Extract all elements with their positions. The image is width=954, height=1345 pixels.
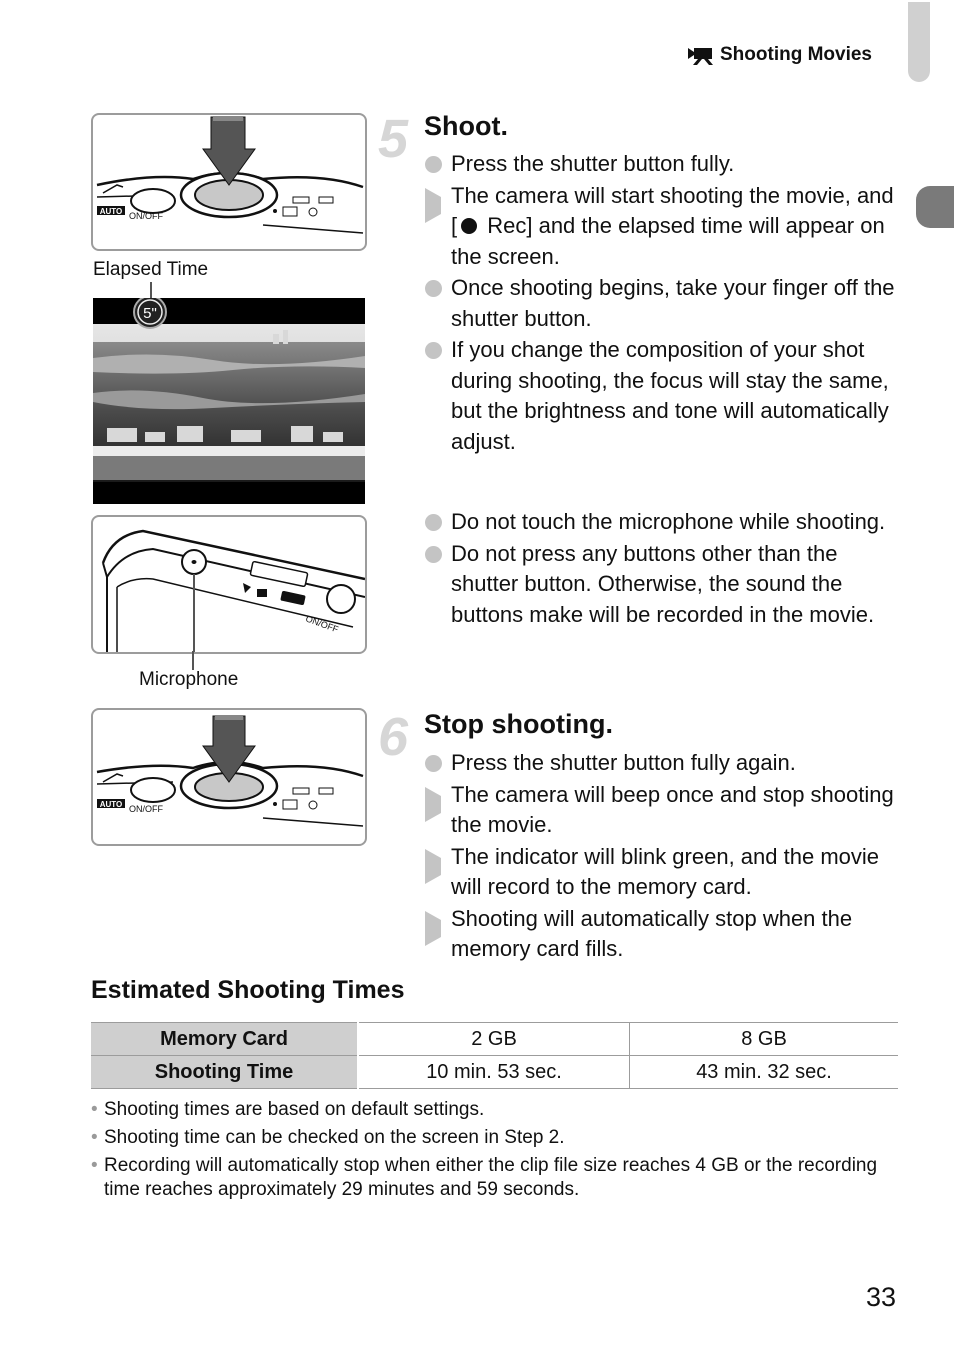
shooting-notes <box>91 1098 891 1206</box>
table-cell: 43 min. 32 sec. <box>630 1056 899 1089</box>
movie-screen-figure <box>93 298 365 504</box>
list-item: If you change the composition of your shot during shooting, the focus will stay the same, but the brightness and tone will automatically adjust. <box>424 335 904 457</box>
list-item: The camera will beep once and stop shooting the movie. <box>424 780 904 841</box>
shutter-stop-figure <box>91 708 367 846</box>
section-header <box>688 44 872 66</box>
microphone-label: Microphone <box>139 669 239 690</box>
estimated-times-title: Estimated Shooting Times <box>91 976 405 1004</box>
chapter-tab <box>916 186 954 228</box>
step-5-list <box>424 149 904 458</box>
list-item: The indicator will blink green, and the movie will record to the memory card. <box>424 842 904 903</box>
step-6-list <box>424 748 904 966</box>
row-header-shooting-time: Shooting Time <box>91 1056 358 1089</box>
note-item: • Shooting time can be checked on the screen in Step 2. <box>91 1127 565 1148</box>
triangle-bullet-icon <box>425 911 458 946</box>
step-5-number: 5 <box>378 109 409 169</box>
step-6-title: Stop shooting. <box>424 709 613 739</box>
onoff-label-2: ON/OFF <box>129 804 163 814</box>
list-item: The camera will start shooting the movie, and [ Rec] and the elapsed time will appear on the screen. <box>424 181 904 273</box>
list-item: Shooting will automatically stop when the memory card fills. <box>424 904 904 965</box>
circle-bullet-icon <box>425 342 442 359</box>
note-bullet-icon: • <box>91 1155 98 1176</box>
list-item: Do not press any buttons other than the shutter button. Otherwise, the sound the buttons make will be recorded in the movie. <box>424 539 904 631</box>
shooting-times-table <box>91 1022 898 1089</box>
auto-label-2: AUTO <box>99 800 123 809</box>
page-number: 33 <box>866 1282 897 1312</box>
list-item: Press the shutter button fully again. <box>424 748 904 779</box>
elapsed-time-badge: 5" <box>143 305 157 322</box>
microphone-figure <box>91 515 367 654</box>
microphone-notes-list <box>424 507 904 631</box>
table-cell: 10 min. 53 sec. <box>358 1056 630 1089</box>
note-item: • Shooting times are based on default settings. <box>91 1099 485 1120</box>
step-6-number: 6 <box>378 707 409 767</box>
step-5-title: Shoot. <box>424 111 508 141</box>
circle-bullet-icon <box>425 546 442 563</box>
circle-bullet-icon <box>425 280 442 297</box>
table-cell: 8 GB <box>630 1023 899 1056</box>
table-row <box>91 1023 898 1056</box>
auto-label: AUTO <box>99 207 123 216</box>
list-item: Do not touch the microphone while shooting. <box>424 507 904 538</box>
circle-bullet-icon <box>425 156 442 173</box>
note-item: • Recording will automatically stop when either the clip file size reaches 4 GB or the recording time reaches approximately 29 minutes and 59 seconds. <box>91 1155 878 1200</box>
list-item: Press the shutter button fully. <box>424 149 904 180</box>
microphone-leader <box>192 651 194 670</box>
table-row <box>91 1056 898 1089</box>
onoff-label: ON/OFF <box>129 211 163 221</box>
record-dot-icon <box>461 218 477 234</box>
section-title: Shooting Movies <box>720 44 872 65</box>
circle-bullet-icon <box>425 514 442 531</box>
movie-camera-icon <box>688 45 714 65</box>
note-bullet-icon: • <box>91 1127 98 1148</box>
triangle-bullet-icon <box>425 849 458 884</box>
page-tab-top <box>908 2 930 82</box>
circle-bullet-icon <box>425 755 442 772</box>
mic-onoff-label: ON/OFF <box>304 613 340 635</box>
triangle-bullet-icon <box>425 188 458 223</box>
elapsed-time-label: Elapsed Time <box>93 259 209 280</box>
shutter-press-figure <box>91 113 367 251</box>
row-header-memory-card: Memory Card <box>91 1023 358 1056</box>
table-cell: 2 GB <box>358 1023 630 1056</box>
note-bullet-icon: • <box>91 1099 98 1120</box>
elapsed-time-leader <box>150 282 152 298</box>
list-item: Once shooting begins, take your finger off the shutter button. <box>424 273 904 334</box>
triangle-bullet-icon <box>425 787 458 822</box>
